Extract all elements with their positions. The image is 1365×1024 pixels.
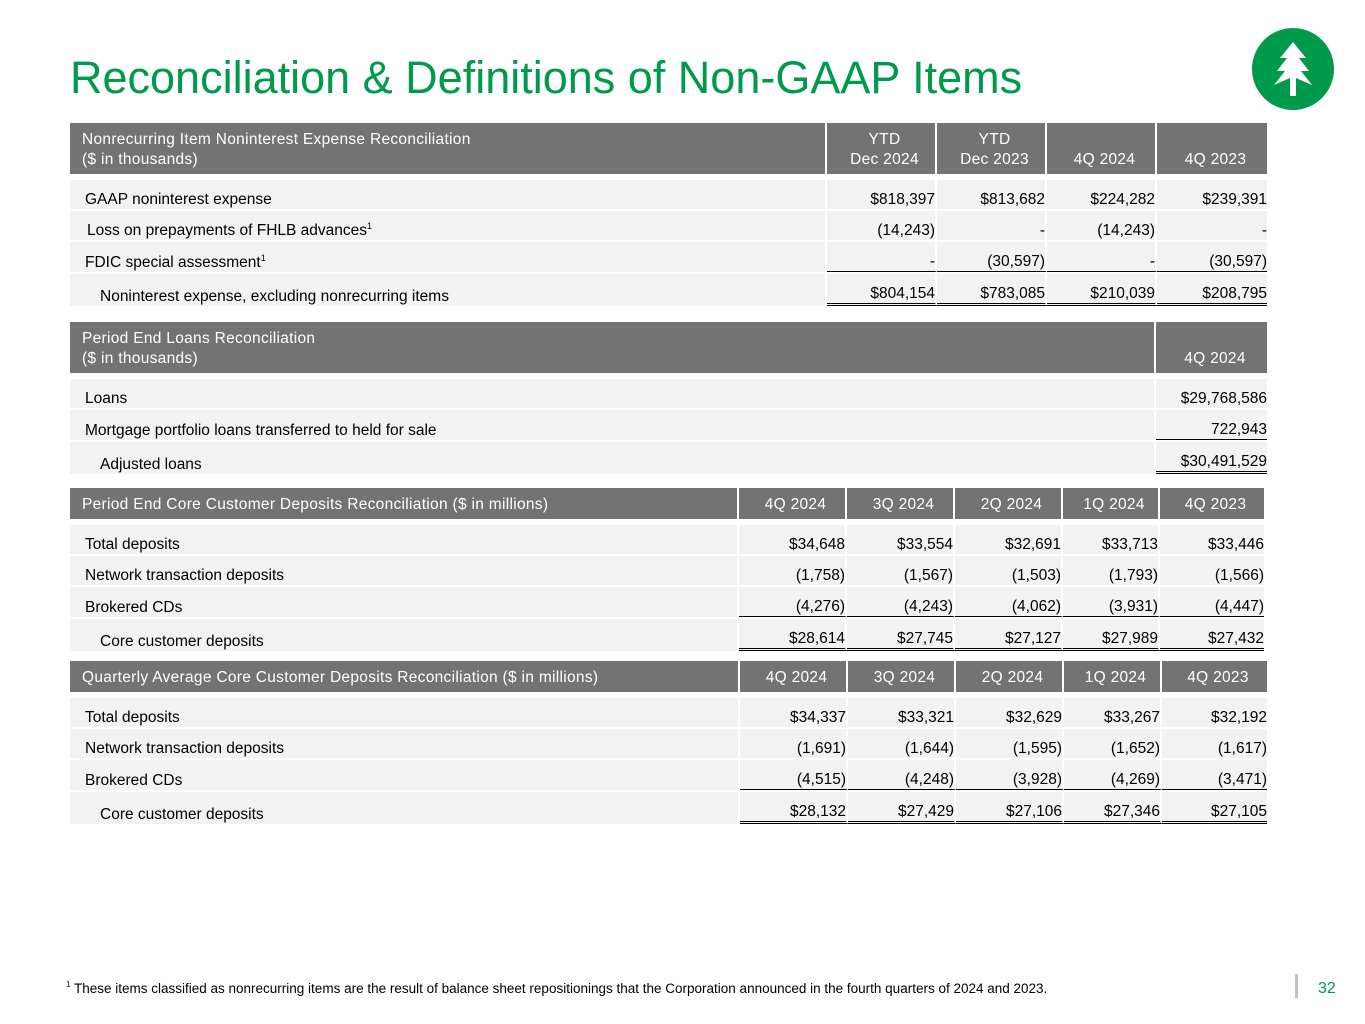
row-label: Core customer deposits (70, 617, 739, 651)
cell-value: $783,085 (937, 272, 1047, 306)
cell-value: (3,471) (1162, 758, 1267, 790)
table-row (70, 377, 1267, 408)
cell-value: (3,928) (956, 758, 1064, 790)
cell-value: (1,758) (739, 554, 847, 585)
table3-col-header: 1Q 2024 (1063, 488, 1160, 519)
cell-value: (14,243) (1047, 209, 1157, 240)
table2-header-line1: Period End Loans Reconciliation (82, 330, 316, 347)
period-end-deposits-table (70, 488, 1264, 651)
table-row (70, 523, 1264, 554)
cell-value: (1,793) (1063, 554, 1160, 585)
table1-col-header (827, 123, 937, 174)
page-number: 32 (1318, 980, 1336, 997)
row-label: Brokered CDs (70, 585, 739, 617)
col-line2: Dec 2023 (960, 151, 1029, 168)
cell-value: $27,346 (1064, 790, 1162, 824)
table1-col-header (937, 123, 1047, 174)
cell-value: $33,446 (1160, 523, 1264, 554)
table4-col-header: 3Q 2024 (848, 661, 956, 692)
cell-value: $33,713 (1063, 523, 1160, 554)
cell-value: - (1157, 209, 1267, 240)
cell-value: (4,248) (848, 758, 956, 790)
footnote-text: These items classified as nonrecurring items are the result of balance sheet repositionings that the Corporation announced in the fourth quarters of 2024 and 2023. (70, 981, 1048, 996)
table-row (70, 209, 1267, 240)
cell-value: (4,062) (955, 585, 1063, 617)
cell-value: (30,597) (937, 240, 1047, 272)
cell-value: $27,127 (955, 617, 1063, 651)
footnote (66, 981, 1047, 996)
cell-value: $27,105 (1162, 790, 1267, 824)
cell-value: (14,243) (827, 209, 937, 240)
row-label: Total deposits (70, 696, 740, 727)
cell-value: $27,989 (1063, 617, 1160, 651)
cell-value: $224,282 (1047, 178, 1157, 209)
table-row (70, 696, 1267, 727)
table4-col-header: 2Q 2024 (956, 661, 1064, 692)
table3-col-header: 3Q 2024 (847, 488, 955, 519)
table-row (70, 554, 1264, 585)
row-label-text: Loss on prepayments of FHLB advances (87, 222, 368, 239)
col-line1: YTD (868, 131, 901, 148)
col-line1: YTD (978, 131, 1011, 148)
table4-header: Quarterly Average Core Customer Deposits Reconciliation ($ in millions) (70, 661, 740, 692)
table1-header (70, 123, 827, 174)
table1-col-header (1157, 123, 1267, 174)
footnote-ref: 1 (367, 221, 373, 231)
cell-value: (4,243) (847, 585, 955, 617)
table1-col-header (1047, 123, 1157, 174)
cell-value: (1,652) (1064, 727, 1162, 758)
table-row-total (70, 790, 1267, 824)
cell-value: - (937, 209, 1047, 240)
cell-value: (1,595) (956, 727, 1064, 758)
cell-value: - (827, 240, 937, 272)
row-label: Network transaction deposits (70, 727, 740, 758)
table3-col-header: 2Q 2024 (955, 488, 1063, 519)
cell-value: (1,691) (740, 727, 848, 758)
cell-value: $28,132 (740, 790, 848, 824)
cell-value: $29,768,586 (1156, 377, 1267, 408)
row-label: Brokered CDs (70, 758, 740, 790)
table-row (70, 585, 1264, 617)
table3-col-header: 4Q 2024 (739, 488, 847, 519)
table3-col-header: 4Q 2023 (1160, 488, 1264, 519)
row-label: Total deposits (70, 523, 739, 554)
cell-value: $208,795 (1157, 272, 1267, 306)
table1-header-line1: Nonrecurring Item Noninterest Expense Reconciliation (82, 131, 471, 148)
cell-value: (4,269) (1064, 758, 1162, 790)
table1-header-line2: ($ in thousands) (82, 151, 198, 168)
cell-value: (1,617) (1162, 727, 1267, 758)
cell-value: $27,432 (1160, 617, 1264, 651)
cell-value: - (1047, 240, 1157, 272)
row-label: Loans (70, 377, 1156, 408)
table2-header (70, 322, 1156, 373)
page-number-divider (1295, 974, 1298, 998)
table-row (70, 727, 1267, 758)
col-line2: 4Q 2023 (1184, 151, 1247, 168)
cell-value: (1,644) (848, 727, 956, 758)
cell-value: $34,337 (740, 696, 848, 727)
footnote-ref: 1 (260, 253, 266, 263)
cell-value: $210,039 (1047, 272, 1157, 306)
cell-value: (4,515) (740, 758, 848, 790)
cell-value: $30,491,529 (1156, 440, 1267, 474)
noninterest-expense-table (70, 123, 1267, 306)
col-line2: 4Q 2024 (1073, 151, 1136, 168)
cell-value: (30,597) (1157, 240, 1267, 272)
table3-header: Period End Core Customer Deposits Reconciliation ($ in millions) (70, 488, 739, 519)
cell-value: (1,567) (847, 554, 955, 585)
cell-value: $804,154 (827, 272, 937, 306)
cell-value: (1,503) (955, 554, 1063, 585)
cell-value: (3,931) (1063, 585, 1160, 617)
footnote-marker: 1 (66, 980, 71, 989)
table-row (70, 758, 1267, 790)
cell-value: $813,682 (937, 178, 1047, 209)
table-row (70, 240, 1267, 272)
row-label: Noninterest expense, excluding nonrecurring items (70, 272, 827, 306)
cell-value: $32,691 (955, 523, 1063, 554)
cell-value: $239,391 (1157, 178, 1267, 209)
table4-col-header: 4Q 2023 (1162, 661, 1267, 692)
page-title: Reconciliation & Definitions of Non-GAAP Items (70, 52, 1023, 103)
table-row (70, 408, 1267, 440)
row-label (70, 240, 827, 272)
row-label: Network transaction deposits (70, 554, 739, 585)
cell-value: (4,276) (739, 585, 847, 617)
cell-value: $27,429 (848, 790, 956, 824)
table2-col-header: 4Q 2024 (1156, 322, 1267, 373)
cell-value: 722,943 (1156, 408, 1267, 440)
cell-value: (1,566) (1160, 554, 1264, 585)
cell-value: $818,397 (827, 178, 937, 209)
table-row-total (70, 272, 1267, 306)
table-row-total (70, 440, 1267, 474)
row-label: Mortgage portfolio loans transferred to held for sale (70, 408, 1156, 440)
cell-value: $33,267 (1064, 696, 1162, 727)
table4-col-header: 4Q 2024 (740, 661, 848, 692)
cell-value: $28,614 (739, 617, 847, 651)
cell-value: $34,648 (739, 523, 847, 554)
quarterly-average-deposits-table (70, 661, 1267, 824)
cell-value: $32,192 (1162, 696, 1267, 727)
row-label (70, 209, 827, 240)
row-label: Core customer deposits (70, 790, 740, 824)
table-row (70, 178, 1267, 209)
cell-value: $33,554 (847, 523, 955, 554)
table4-col-header: 1Q 2024 (1064, 661, 1162, 692)
table-row-total (70, 617, 1264, 651)
cell-value: $32,629 (956, 696, 1064, 727)
cell-value: $27,745 (847, 617, 955, 651)
row-label: GAAP noninterest expense (70, 178, 827, 209)
loans-table (70, 322, 1267, 474)
tree-logo-icon (1252, 28, 1334, 110)
row-label: Adjusted loans (70, 440, 1156, 474)
col-line2: Dec 2024 (850, 151, 919, 168)
cell-value: $27,106 (956, 790, 1064, 824)
table2-header-line2: ($ in thousands) (82, 350, 198, 367)
row-label-text: FDIC special assessment (85, 254, 261, 271)
cell-value: $33,321 (848, 696, 956, 727)
cell-value: (4,447) (1160, 585, 1264, 617)
